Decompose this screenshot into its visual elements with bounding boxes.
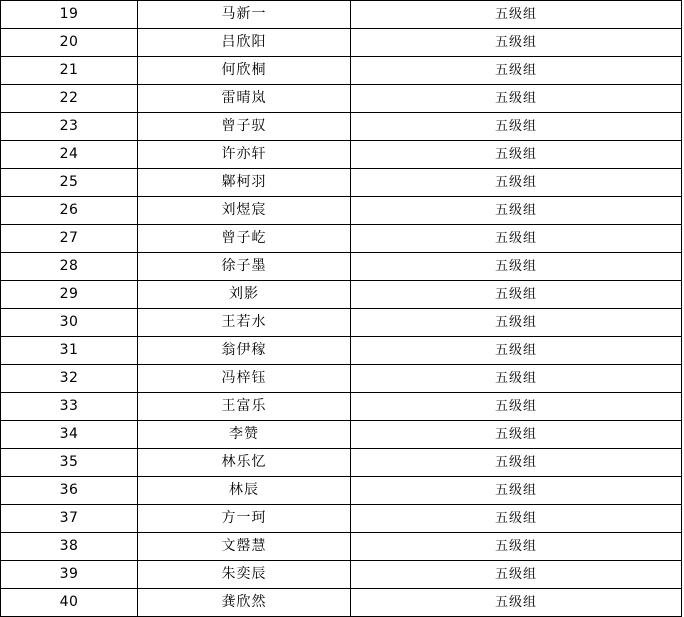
cell-number: 37: [1, 505, 138, 533]
table-row: [1, 393, 682, 421]
cell-number: 40: [1, 589, 138, 617]
table-row: [1, 365, 682, 393]
roster-table-body: [1, 1, 682, 617]
cell-number: 35: [1, 449, 138, 477]
cell-number: 29: [1, 281, 138, 309]
table-row: [1, 309, 682, 337]
cell-name: 何欣桐: [138, 57, 351, 85]
cell-group: 五级组: [351, 309, 682, 337]
cell-name: 王富乐: [138, 393, 351, 421]
cell-name: 林辰: [138, 477, 351, 505]
table-row: [1, 57, 682, 85]
cell-group: 五级组: [351, 477, 682, 505]
cell-number: 36: [1, 477, 138, 505]
cell-name: 李赞: [138, 421, 351, 449]
cell-group: 五级组: [351, 533, 682, 561]
cell-name: 许亦轩: [138, 141, 351, 169]
cell-number: 33: [1, 393, 138, 421]
cell-name: 吕欣阳: [138, 29, 351, 57]
cell-group: 五级组: [351, 253, 682, 281]
table-row: [1, 141, 682, 169]
cell-group: 五级组: [351, 197, 682, 225]
cell-group: 五级组: [351, 365, 682, 393]
cell-group: 五级组: [351, 337, 682, 365]
table-row: [1, 85, 682, 113]
table-row: [1, 337, 682, 365]
cell-group: 五级组: [351, 1, 682, 29]
cell-group: 五级组: [351, 421, 682, 449]
table-row: [1, 449, 682, 477]
cell-number: 38: [1, 533, 138, 561]
cell-name: 曾子驭: [138, 113, 351, 141]
table-row: [1, 169, 682, 197]
table-row: [1, 505, 682, 533]
cell-group: 五级组: [351, 141, 682, 169]
cell-group: 五级组: [351, 281, 682, 309]
cell-number: 39: [1, 561, 138, 589]
table-row: [1, 561, 682, 589]
cell-number: 30: [1, 309, 138, 337]
cell-number: 19: [1, 1, 138, 29]
cell-group: 五级组: [351, 113, 682, 141]
cell-group: 五级组: [351, 589, 682, 617]
cell-number: 24: [1, 141, 138, 169]
cell-name: 龚欣然: [138, 589, 351, 617]
cell-name: 曾子屹: [138, 225, 351, 253]
cell-name: 雷晴岚: [138, 85, 351, 113]
cell-number: 27: [1, 225, 138, 253]
cell-name: 刘影: [138, 281, 351, 309]
cell-number: 34: [1, 421, 138, 449]
cell-name: 方一珂: [138, 505, 351, 533]
table-row: [1, 589, 682, 617]
cell-group: 五级组: [351, 449, 682, 477]
table-row: [1, 253, 682, 281]
cell-name: 徐子墨: [138, 253, 351, 281]
cell-group: 五级组: [351, 505, 682, 533]
cell-name: 王若水: [138, 309, 351, 337]
table-row: [1, 29, 682, 57]
table-row: [1, 1, 682, 29]
table-row: [1, 477, 682, 505]
cell-number: 32: [1, 365, 138, 393]
cell-number: 28: [1, 253, 138, 281]
cell-group: 五级组: [351, 57, 682, 85]
cell-name: 冯梓钰: [138, 365, 351, 393]
cell-group: 五级组: [351, 85, 682, 113]
cell-number: 26: [1, 197, 138, 225]
table-row: [1, 281, 682, 309]
cell-name: 鄡柯羽: [138, 169, 351, 197]
cell-number: 20: [1, 29, 138, 57]
cell-group: 五级组: [351, 225, 682, 253]
cell-group: 五级组: [351, 169, 682, 197]
cell-group: 五级组: [351, 561, 682, 589]
cell-number: 21: [1, 57, 138, 85]
cell-number: 25: [1, 169, 138, 197]
table-row: [1, 533, 682, 561]
table-row: [1, 197, 682, 225]
cell-name: 林乐忆: [138, 449, 351, 477]
cell-number: 31: [1, 337, 138, 365]
cell-name: 翁伊稼: [138, 337, 351, 365]
cell-number: 23: [1, 113, 138, 141]
table-row: [1, 113, 682, 141]
cell-number: 22: [1, 85, 138, 113]
cell-name: 马新一: [138, 1, 351, 29]
cell-group: 五级组: [351, 393, 682, 421]
cell-name: 朱奕辰: [138, 561, 351, 589]
table-row: [1, 225, 682, 253]
cell-name: 文罄慧: [138, 533, 351, 561]
cell-name: 刘煜宸: [138, 197, 351, 225]
cell-group: 五级组: [351, 29, 682, 57]
table-row: [1, 421, 682, 449]
